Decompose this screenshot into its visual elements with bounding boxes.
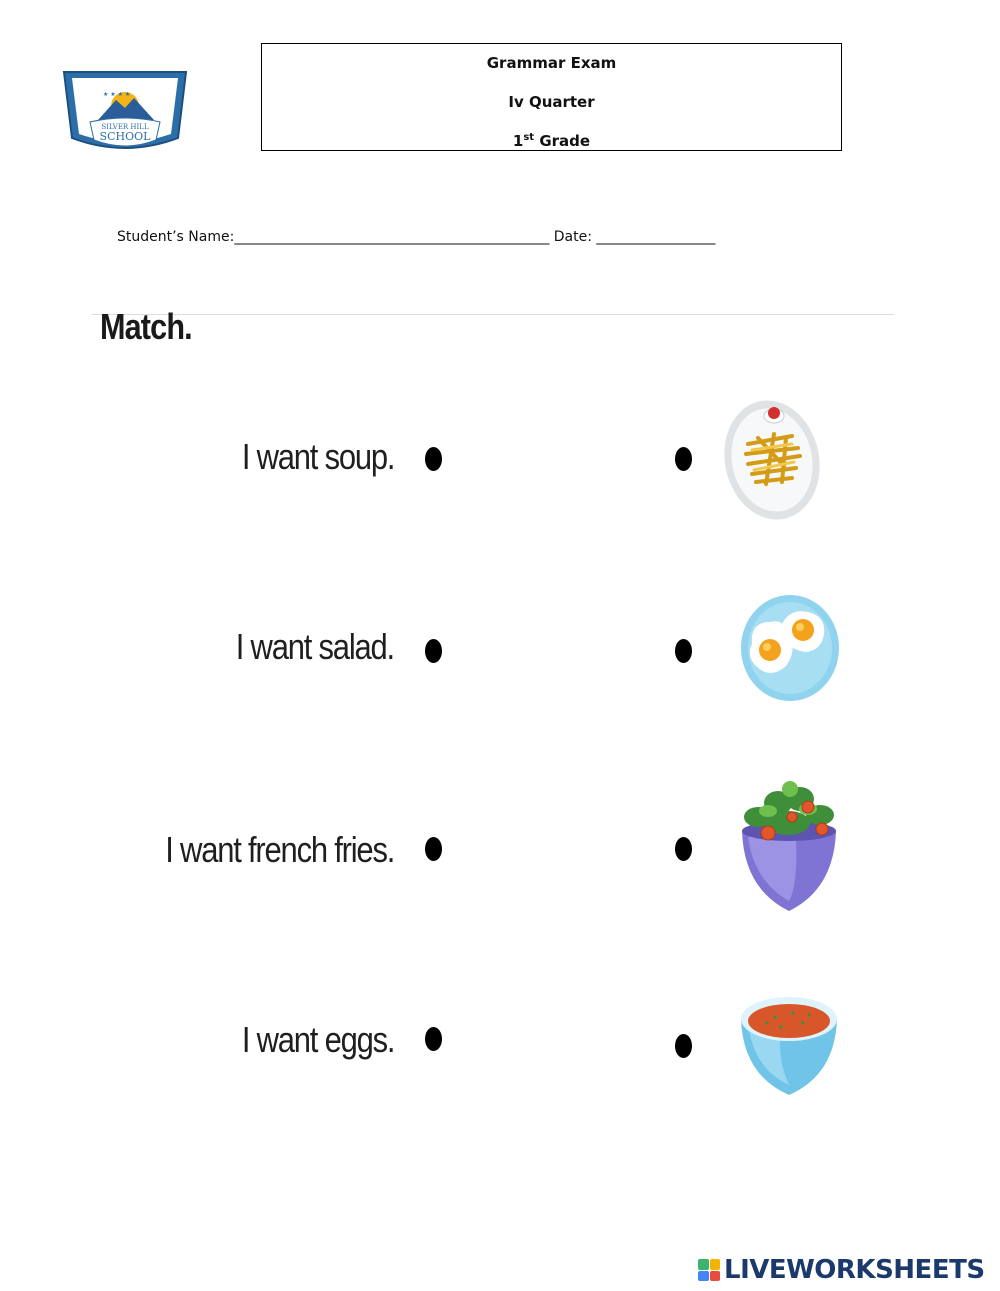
student-info-line — [117, 229, 877, 245]
right-match-dot[interactable] — [675, 837, 692, 861]
sentence-french-fries: I want french fries. — [165, 829, 394, 870]
school-logo — [58, 66, 192, 166]
left-match-dot[interactable] — [425, 837, 442, 861]
date-field[interactable]: _________________ — [596, 229, 716, 245]
exam-title: Grammar Exam — [486, 54, 617, 72]
right-match-dot[interactable] — [675, 447, 692, 471]
fried-eggs-image[interactable] — [740, 594, 840, 702]
right-match-dot[interactable] — [675, 639, 692, 663]
student-name-label: Student’s Name: — [117, 229, 235, 245]
salad-image[interactable] — [738, 777, 840, 917]
student-name-field[interactable]: _____________________________________________ — [234, 229, 550, 245]
liveworksheets-brand — [698, 1257, 985, 1283]
svg-text:SILVER HILL: SILVER HILL — [101, 123, 149, 131]
brand-name: LIVEWORKSHEETS — [724, 1255, 985, 1285]
exam-grade: 1st Grade — [512, 132, 591, 150]
date-label: Date: — [549, 229, 597, 245]
right-match-dot[interactable] — [675, 1034, 692, 1058]
left-match-dot[interactable] — [425, 1027, 442, 1051]
exam-header-box — [261, 43, 842, 151]
left-match-dot[interactable] — [425, 447, 442, 471]
divider — [92, 314, 894, 315]
french-fries-image[interactable] — [722, 392, 826, 524]
sentence-eggs: I want eggs. — [241, 1019, 394, 1060]
left-match-dot[interactable] — [425, 639, 442, 663]
sentence-salad: I want salad. — [235, 626, 394, 667]
svg-text:SCHOOL: SCHOOL — [99, 130, 151, 143]
sentence-soup: I want soup. — [241, 436, 394, 477]
svg-text:★ ★ ★ ★: ★ ★ ★ ★ — [103, 91, 131, 98]
brand-icon — [698, 1259, 720, 1281]
exercise-title: Match. — [100, 306, 192, 346]
soup-image[interactable] — [737, 989, 841, 1101]
exam-quarter: Iv Quarter — [508, 93, 595, 111]
